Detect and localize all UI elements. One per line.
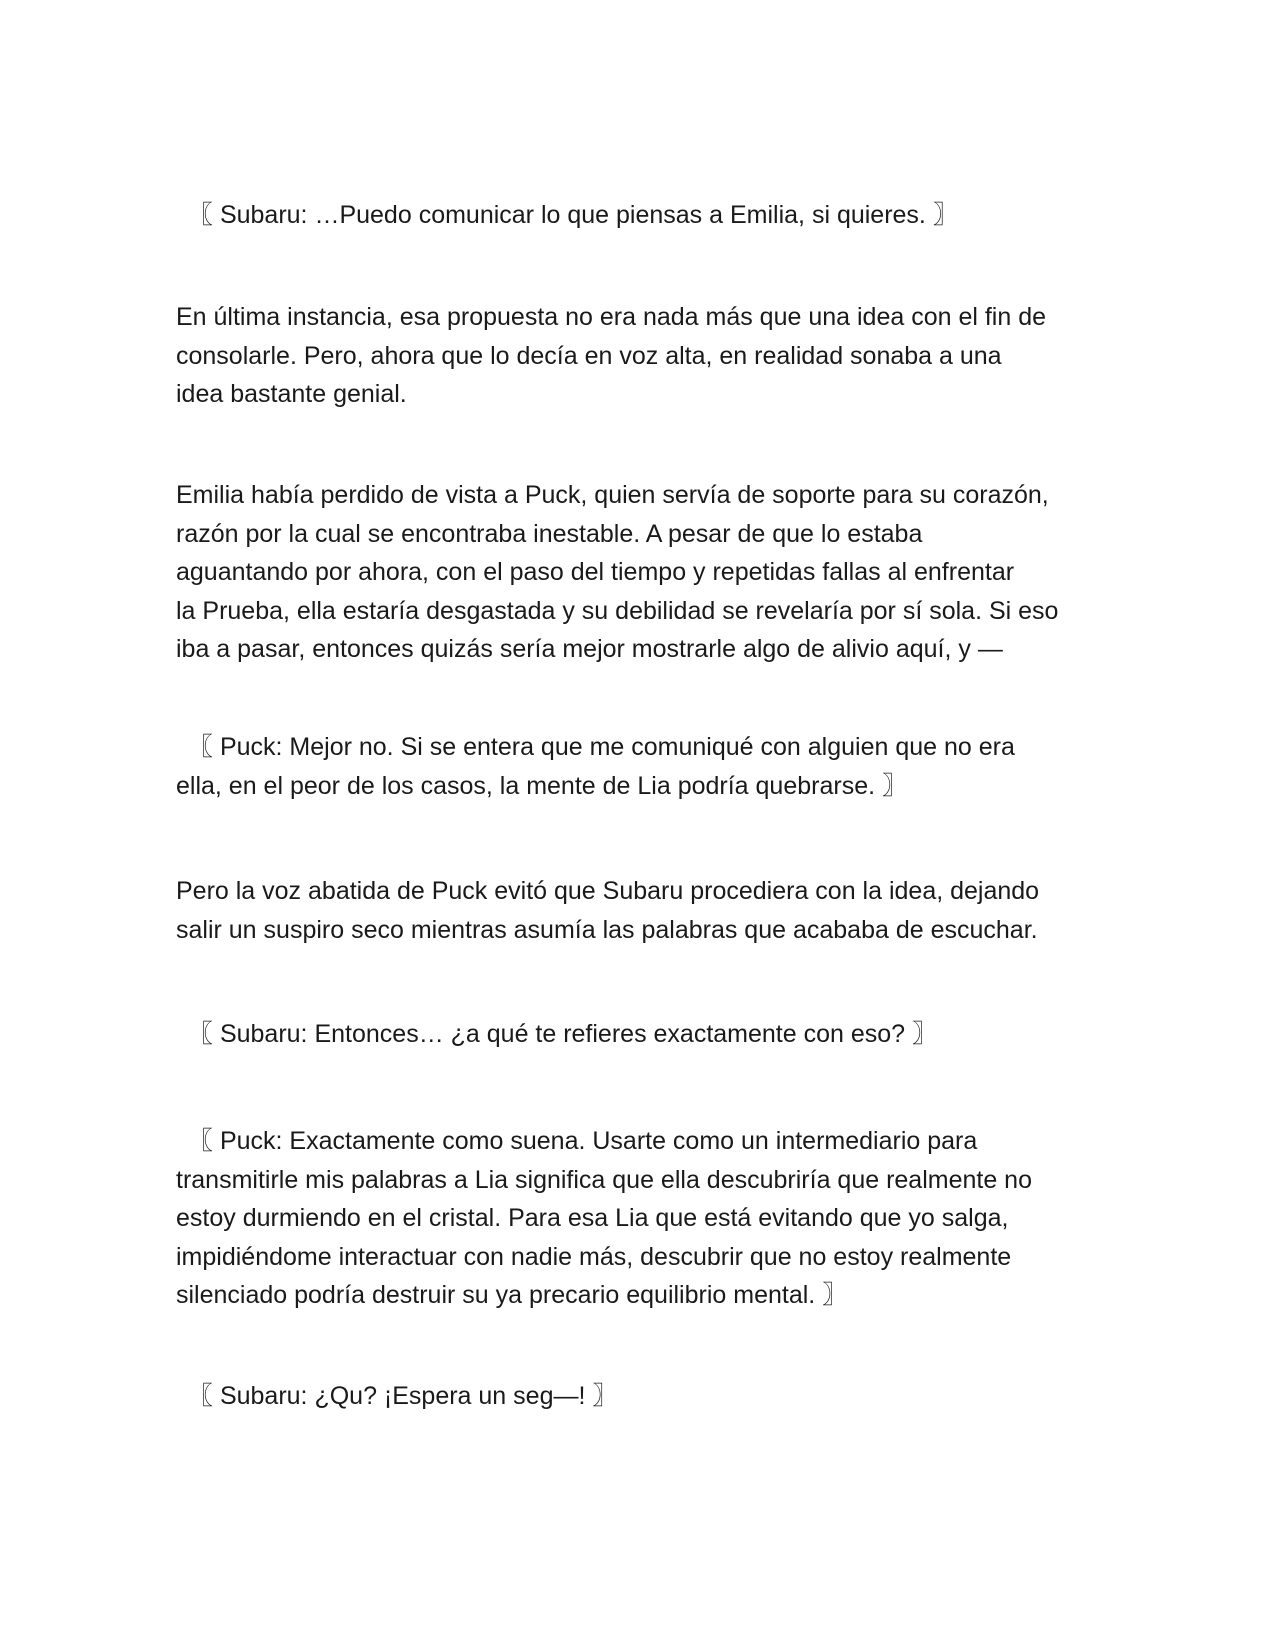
text-line: idea bastante genial. xyxy=(176,380,407,408)
text-line: transmitirle mis palabras a Lia significa que ella descubriría que realmente no xyxy=(176,1165,1032,1194)
narration-emilia-state xyxy=(176,476,1116,669)
text-line: razón por la cual se encontraba inestable. A pesar de que lo estaba xyxy=(176,519,923,548)
narration-sigh xyxy=(176,872,1116,949)
text-line: iba a pasar, entonces quizás sería mejor mostrarle algo de alivio aquí, y — xyxy=(176,635,1003,663)
text-line: impidiéndome interactuar con nadie más, descubrir que no estoy realmente xyxy=(176,1242,1012,1271)
text-line: consolarle. Pero, ahora que lo decía en voz alta, en realidad sonaba a una xyxy=(176,341,1002,370)
text-line: 〖 Puck: Mejor no. Si se entera que me comuniqué con alguien que no era xyxy=(188,733,1015,761)
text-line: 〖 Subaru: Entonces… ¿a qué te refieres exactamente con eso? 〗 xyxy=(188,1020,938,1048)
text-line: 〖 Puck: Exactamente como suena. Usarte como un intermediario para xyxy=(188,1127,978,1155)
dialogue-subaru-offer xyxy=(176,196,1116,235)
dialogue-puck-explanation xyxy=(176,1122,1116,1315)
narration-proposal xyxy=(176,298,1116,414)
dialogue-subaru-question xyxy=(176,1015,1116,1054)
text-line: la Prueba, ella estaría desgastada y su debilidad se revelaría por sí sola. Si eso xyxy=(176,596,1059,625)
text-line: estoy durmiendo en el cristal. Para esa Lia que está evitando que yo salga, xyxy=(176,1204,1009,1232)
text-line: silenciado podría destruir su ya precario equilibrio mental. 〗 xyxy=(176,1281,848,1309)
text-line: salir un suspiro seco mientras asumía las palabras que acababa de escuchar. xyxy=(176,915,1038,944)
text-line: 〖 Subaru: ¿Qu? ¡Espera un seg—! 〗 xyxy=(188,1382,618,1410)
text-line: Pero la voz abatida de Puck evitó que Subaru procediera con la idea, dejando xyxy=(176,877,1040,905)
text-line: aguantando por ahora, con el paso del tiempo y repetidas fallas al enfrentar xyxy=(176,558,1015,586)
text-line: ella, en el peor de los casos, la mente de Lia podría quebrarse. 〗 xyxy=(176,771,907,800)
dialogue-subaru-wait xyxy=(176,1377,1116,1416)
dialogue-puck-refusal xyxy=(176,728,1116,805)
text-line: Emilia había perdido de vista a Puck, quien servía de soporte para su corazón, xyxy=(176,481,1049,509)
text-line: 〖 Subaru: …Puedo comunicar lo que piensas a Emilia, si quieres. 〗 xyxy=(188,201,958,229)
text-line: En última instancia, esa propuesta no era nada más que una idea con el fin de xyxy=(176,303,1047,331)
